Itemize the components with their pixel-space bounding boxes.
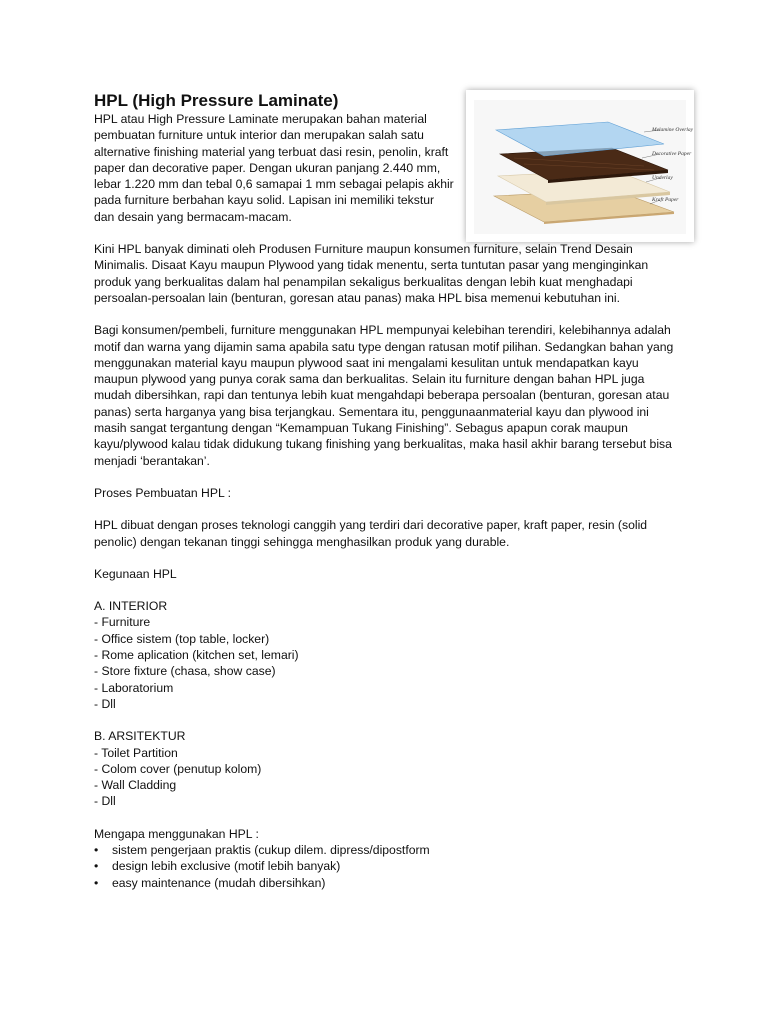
bullet-item — [94, 875, 678, 891]
bullet-icon: • — [94, 859, 99, 874]
bullet-text: easy maintenance (mudah dibersihkan) — [112, 875, 326, 890]
label-decorative-paper: Decorative Paper — [652, 151, 692, 157]
label-underlay: Underlay — [652, 175, 673, 181]
bullet-item — [94, 858, 678, 874]
arsitektur-heading: B. ARSITEKTUR — [94, 729, 186, 744]
bullet-item — [94, 842, 678, 858]
list-item: - Office sistem (top table, locker) — [94, 631, 270, 646]
bullet-text: design lebih exclusive (motif lebih banyak) — [112, 859, 341, 874]
interior-heading: A. INTERIOR — [94, 599, 168, 614]
bullet-icon: • — [94, 842, 99, 857]
bullet-icon: • — [94, 875, 99, 890]
intro-paragraph: HPL atau High Pressure Laminate merupakan bahan material pembuatan furniture untuk interior dan merupakan salah satu alternative finishing material yang terbuat dasi resin, penolin, kraft paper dan decorative paper. Dengan ukuran panjang 2.440 mm, lebar 1.220 mm dan tebal 0,6 samapai 1 mm sebagai pelapis akhir pada furniture berbahan kayu solid. Lapisan ini memiliki tekstur dan desain yang bermacam-macam. — [94, 112, 454, 224]
list-item: - Wall Cladding — [94, 778, 177, 793]
bullet-text: sistem pengerjaan praktis (cukup dilem. dipress/dipostform — [112, 842, 430, 857]
label-melamine-overlay: Melamine Overlay — [652, 127, 694, 133]
list-item: - Store fixture (chasa, show case) — [94, 664, 276, 679]
proses-heading: Proses Pembuatan HPL : — [94, 485, 232, 500]
proses-text: HPL dibuat dengan proses teknologi canggih yang terdiri dari decorative paper, kraft paper, resin (solid penolic) dengan tekanan tinggi sehingga menghasilkan produk yang durable. — [94, 518, 648, 549]
interior-list — [94, 614, 678, 712]
list-item: - Dll — [94, 794, 116, 809]
paragraph-advantages: Bagi konsumen/pembeli, furniture menggunakan HPL mempunyai kelebihan terendiri, kelebihannya adalah motif dan warna yang dijamin sama apabila satu type dengan ratusan motif pilihan. Sedangkan bahan yang menggunakan material kayu maupun plywood saat ini mengalami kesulitan untuk mendapatkan kayu maupun plywood yang punya corak sama dan berkualitas. Selain itu furniture dengan bahan HPL juga mudah dibersihkan, rapi dan tentunya lebih kuat mengahdapi beberapa persoalan (benturan, goresan atau panas) serta harganya yang bisa terjangkau. Sementara itu, penggunaanmaterial kayu dan plywood ini masih sangat tergantung dengan “Kemampuan Tukang Finishing”. Sebagus apapun corak maupun kayu/plywood kalau tidak didukung tukang finishing yang berkualitas, maka hasil akhir barang tersebut bisa menjadi ‘berantakan’. — [94, 323, 674, 468]
mengapa-list — [94, 842, 678, 891]
list-item: - Colom cover (penutup kolom) — [94, 761, 262, 776]
mengapa-heading: Mengapa menggunakan HPL : — [94, 826, 259, 841]
list-item: - Rome aplication (kitchen set, lemari) — [94, 648, 299, 663]
paragraph-popularity: Kini HPL banyak diminati oleh Produsen Furniture maupun konsumen furniture, selain Trend Desain Minimalis. Disaat Kayu maupun Plywood yang tidak menentu, serta tuntutan pasar yang menginginkan produk yang berkualitas dalam hal penampilan sekaligus berkualitas dengan lebih kuat menghadapi persoalan-persoalan lain (benturan, goresan atau panas) maka HPL bisa memenui kebutuhan ini. — [94, 242, 649, 305]
list-item: - Dll — [94, 696, 116, 711]
page-title: HPL (High Pressure Laminate) — [94, 91, 339, 110]
list-item: - Laboratorium — [94, 680, 174, 695]
document-body — [94, 90, 678, 891]
kegunaan-heading: Kegunaan HPL — [94, 566, 177, 581]
label-kraft-paper: Kraft Paper — [652, 197, 679, 203]
list-item: - Toilet Partition — [94, 745, 178, 760]
list-item: - Furniture — [94, 615, 151, 630]
arsitektur-list — [94, 745, 678, 810]
